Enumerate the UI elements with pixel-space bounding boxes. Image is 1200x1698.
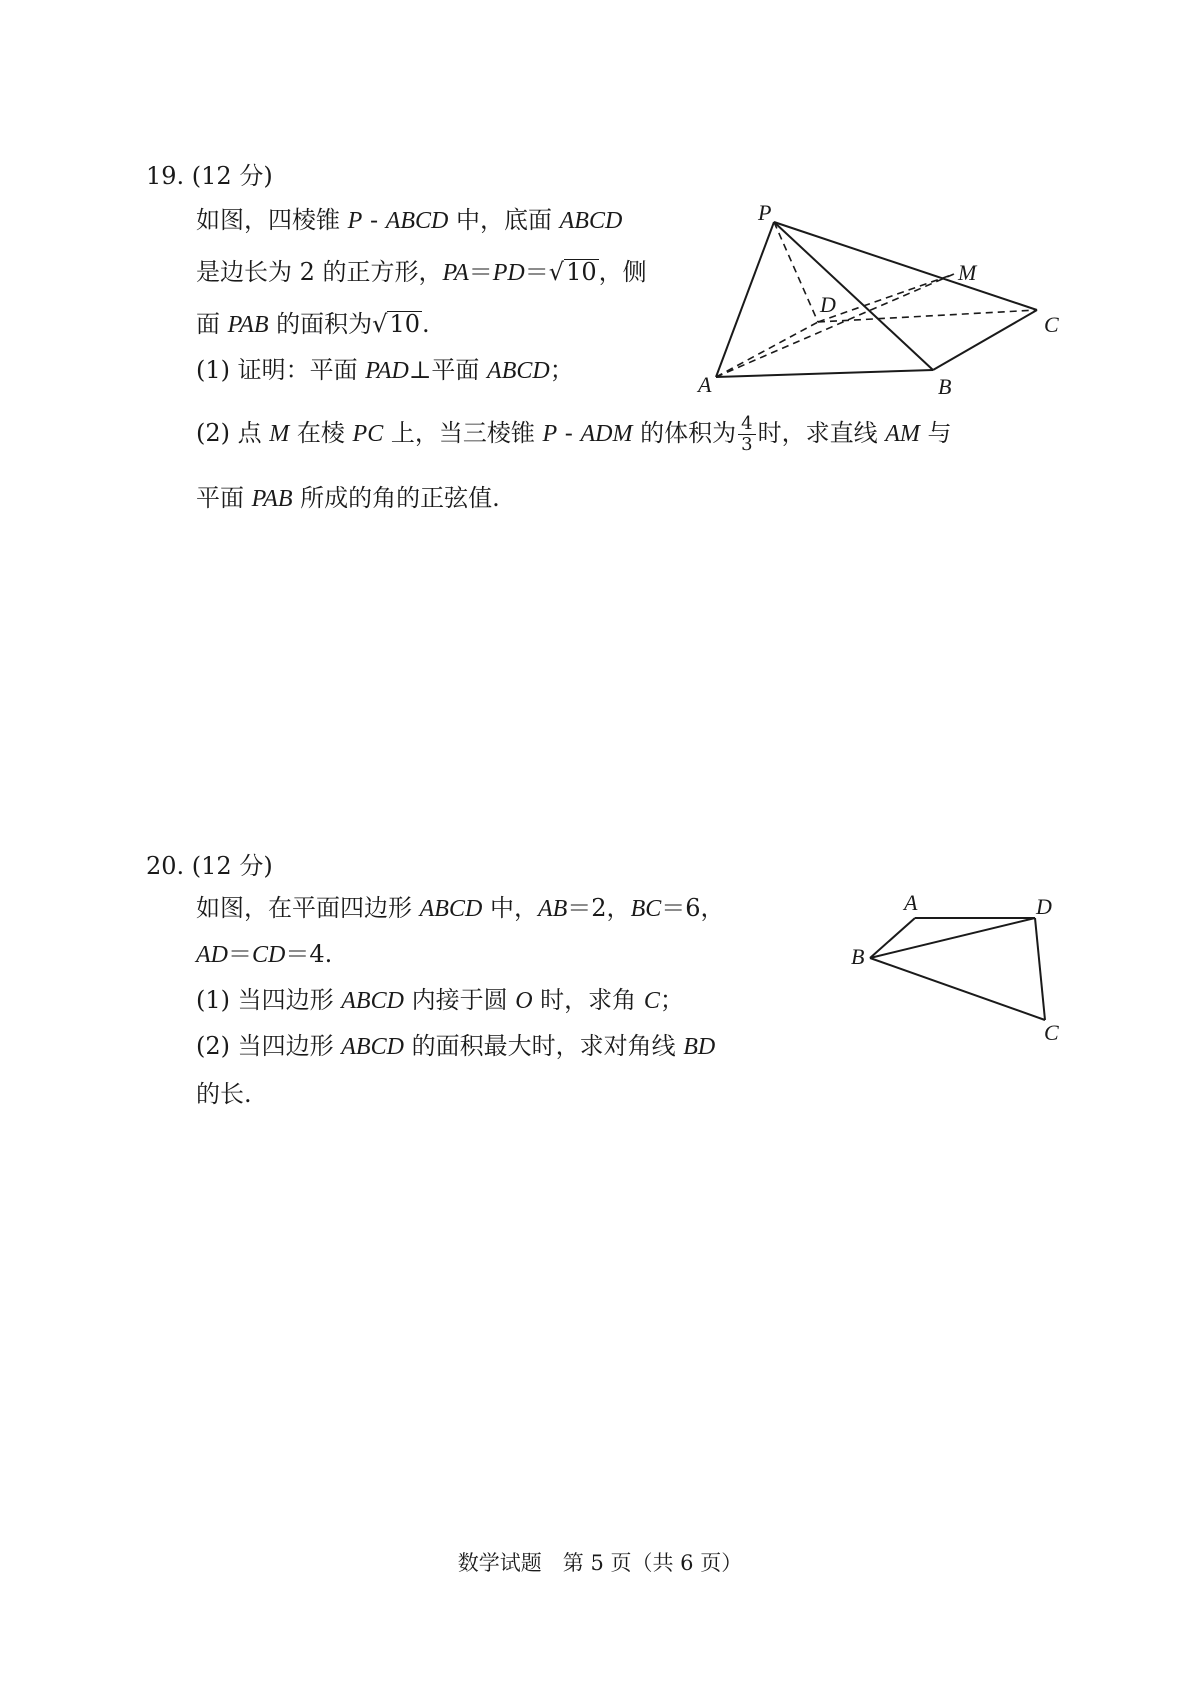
q20-part2-line1: (2) 当四边形 ABCD 的面积最大时，求对角线 BD <box>196 1032 716 1060</box>
diagonal-bd <box>870 918 1035 958</box>
label-c: C <box>1044 1020 1059 1045</box>
q20-part2-line2: 的长. <box>196 1080 252 1108</box>
q19-part2-line1: (2) 点 M 在棱 PC 上，当三棱锥 P - ADM 的体积为 $\frac{4}{3}$ 时，求直线 AM 与 <box>196 413 952 455</box>
label-d: D <box>1036 894 1052 919</box>
q20-intro-line1: 如图，在平面四边形 ABCD 中，AB＝2，BC＝6， <box>196 894 725 922</box>
q19-intro-line3: 面 PAB 的面积为√10. <box>196 310 430 338</box>
q19-part1: (1) 证明：平面 PAD⊥平面 ABCD； <box>196 356 574 384</box>
q20-header: 20. (12 分) <box>146 852 273 880</box>
q19-header: 19. (12 分) <box>146 162 273 190</box>
sqrt-sign: √ <box>372 310 388 338</box>
q19-part2-line2: 平面 PAB 所成的角的正弦值. <box>196 484 500 512</box>
sqrt-ten: 10 <box>566 258 597 286</box>
label-b: B <box>938 374 952 399</box>
label-c: C <box>1044 312 1059 337</box>
sqrt-sign: √ <box>548 258 565 286</box>
q19-intro-line2: 是边长为 2 的正方形，PA＝PD＝√10，侧 <box>196 258 647 286</box>
label-p: P <box>758 200 772 225</box>
page-footer: 数学试题 第 5 页（共 6 页） <box>457 1551 743 1575</box>
side-bc <box>870 958 1045 1020</box>
side-dc <box>1035 918 1045 1020</box>
label-a: A <box>698 372 712 397</box>
q20-part1: (1) 当四边形 ABCD 内接于圆 O 时，求角 C； <box>196 986 684 1014</box>
q20-intro-line2: AD＝CD＝4. <box>196 940 333 968</box>
label-a: A <box>904 890 918 915</box>
fraction-four-thirds: $\frac{4}{3}$ <box>738 414 755 455</box>
sqrt-ten: 10 <box>389 310 421 338</box>
q19-intro-line1: 如图，四棱锥 P - ABCD 中，底面 ABCD <box>196 206 623 234</box>
label-b: B <box>851 944 865 969</box>
label-m: M <box>958 260 977 285</box>
label-d: D <box>820 292 836 317</box>
